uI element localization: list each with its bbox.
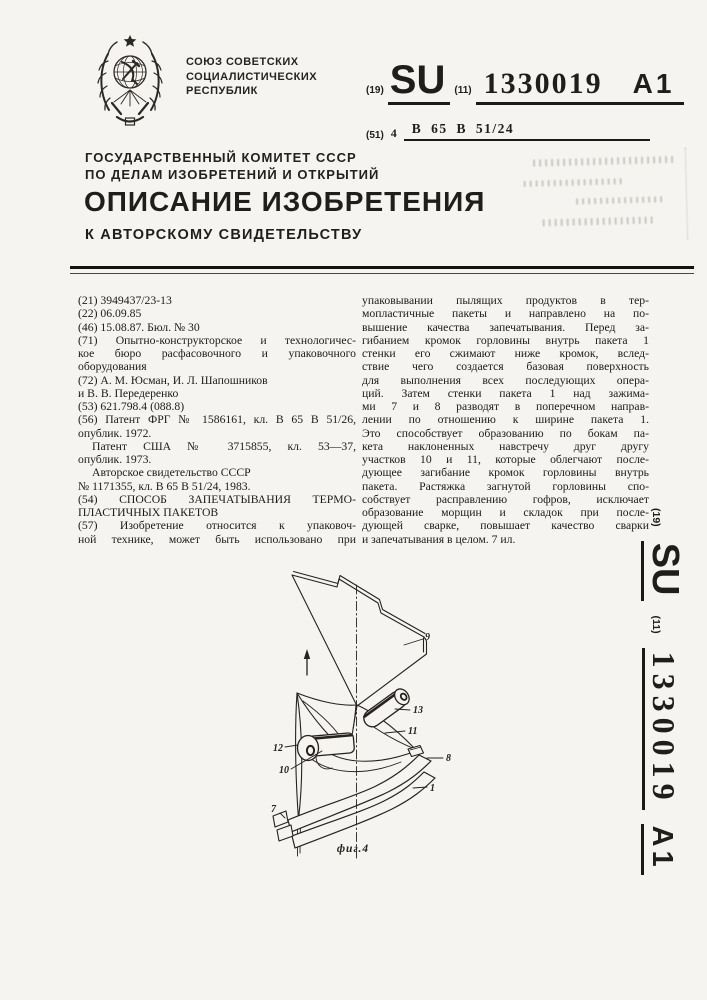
text-line: Патент США № 3715855, кл. 53—37, [92,439,356,453]
text-line: ций. Затем стенки пакета 1 над зажима- [362,386,649,400]
bibliography-column [78,294,356,546]
document-title: ОПИСАНИЕ ИЗОБРЕТЕНИЯ [84,186,486,217]
inid-code-11: (11) [454,85,472,96]
text-line: дующей сварке, повышает качество сварки [362,519,649,533]
text-line: (72) А. М. Юсман, И. Л. Шапошников [78,373,268,387]
text-line: опублик. 1973. [78,453,152,466]
text-line: собствует расправлению гофров, исключает [362,492,649,506]
clamp-roller-12 [298,733,355,761]
committee-line: ПО ДЕЛАМ ИЗОБРЕТЕНИЙ И ОТКРЫТИЙ [85,167,380,182]
union-name [186,55,317,99]
text-line: ми 7 и 8 разводят в поперечном направ- [362,400,649,413]
union-line: СОЦИАЛИСТИЧЕСКИХ [186,70,318,83]
text-line: (21) 3949437/23-13 [78,294,172,307]
text-line: образование морщин и складок при после- [362,506,649,519]
text-line: (53) 621.798.4 (088.8) [78,400,185,413]
text-line: лении по отношению к ширине пакета 1. [362,413,649,427]
ipc-class: В 65 В 51/24 [404,121,650,141]
text-line: опублик. 1972. [78,426,152,440]
stepped-plate [292,575,427,706]
figure-ref-12: 12 [273,743,283,754]
union-line: РЕСПУБЛИК [186,85,258,97]
text-line: ной технике, может быть использовано при [78,532,356,546]
number-group [476,69,685,105]
margin-publication-number [620,508,684,908]
header-divider [70,266,694,274]
text-line: упаковывании пылящих продуктов в тер- [362,294,649,307]
figure-ref-11: 11 [408,726,418,737]
country-code: SU [388,60,451,105]
text-line: стенки его сжимают ниже кромок, вслед- [362,347,649,360]
text-line: № 1171355, кл. В 65 В 51/24, 1983. [78,479,251,493]
figure-ref-7: 7 [271,804,276,815]
abstract-column [362,294,649,546]
text-line: участков 10 и 11, которые облегчают после- [362,453,649,466]
text-line: ствие чего создается базовая поверхность [362,360,649,374]
text-line: вышение качества запечатывания. Перед за- [362,320,649,334]
publication-number-row [366,60,684,105]
text-line: пакета. Растяжка загнутой горловины спо- [362,479,649,493]
ipc-edition: 4 [390,126,397,140]
union-line: СОЮЗ СОВЕТСКИХ [186,56,299,68]
text-line: (46) 15.08.87. Бюл. № 30 [78,320,200,334]
text-line: и В. В. Передеренко [78,386,179,400]
publication-number: 1330019 [483,67,603,100]
text-line: кета наклоненных навстречу друг другу [362,439,649,453]
kind-code: A1 [641,824,676,875]
committee-line: ГОСУДАРСТВЕННЫЙ КОМИТЕТ СССР [85,150,357,165]
figure-ref-8: 8 [446,753,451,764]
kind-code: A1 [632,68,675,99]
country-code: SU [641,541,684,602]
text-line: кое бюро расфасовочного и упаковочного [78,347,356,360]
text-line: (54) СПОСОБ ЗАПЕЧАТЫВАНИЯ ТЕРМО- [78,492,356,506]
patent-figure [240,553,470,873]
publication-number: 1330019 [642,648,680,810]
figure-ref-9: 9 [425,632,430,643]
inid-code-19: (19) [366,85,384,96]
text-line: Это способствует образованию по бокам па- [362,426,649,440]
text-line: гибанием кромок горловины внутрь пакета 1 [362,333,649,347]
text-line: дующее загибание кромок горловины внутрь [362,466,649,480]
text-line: (56) Патент ФРГ № 1586161, кл. В 65 В 51/26, [78,413,356,427]
inid-code-19: (19) [650,508,662,527]
inid-code-11: (11) [650,615,662,634]
ipc-classification-row [366,121,650,141]
text-line: (22) 06.09.85 [78,307,142,321]
figure-ref-10: 10 [279,765,289,776]
text-line: ПЛАСТИЧНЫХ ПАКЕТОВ [78,506,219,519]
ussr-emblem-icon [92,31,168,137]
stamp-smudge [505,148,688,245]
text-line: (57) Изобретение относится к упаковоч- [78,519,356,533]
inid-code-51: (51) [366,130,384,141]
figure-ref-13: 13 [413,705,423,716]
figure-caption: фиг.4 [336,843,370,855]
text-line: мопластичные пакеты и направлено на по- [362,307,649,321]
committee-name [85,149,379,183]
text-line: (71) Опытно-конструкторское и технологичес- [78,333,356,347]
figure-ref-1: 1 [430,783,435,794]
text-line: Авторское свидетельство СССР [92,466,251,480]
text-line: оборудования [78,360,147,374]
text-line: для выполнения всех последующих опера- [362,373,649,387]
document-subtitle: К АВТОРСКОМУ СВИДЕТЕЛЬСТВУ [85,227,363,243]
text-line: и запечатывания в целом. 7 ил. [362,532,516,546]
